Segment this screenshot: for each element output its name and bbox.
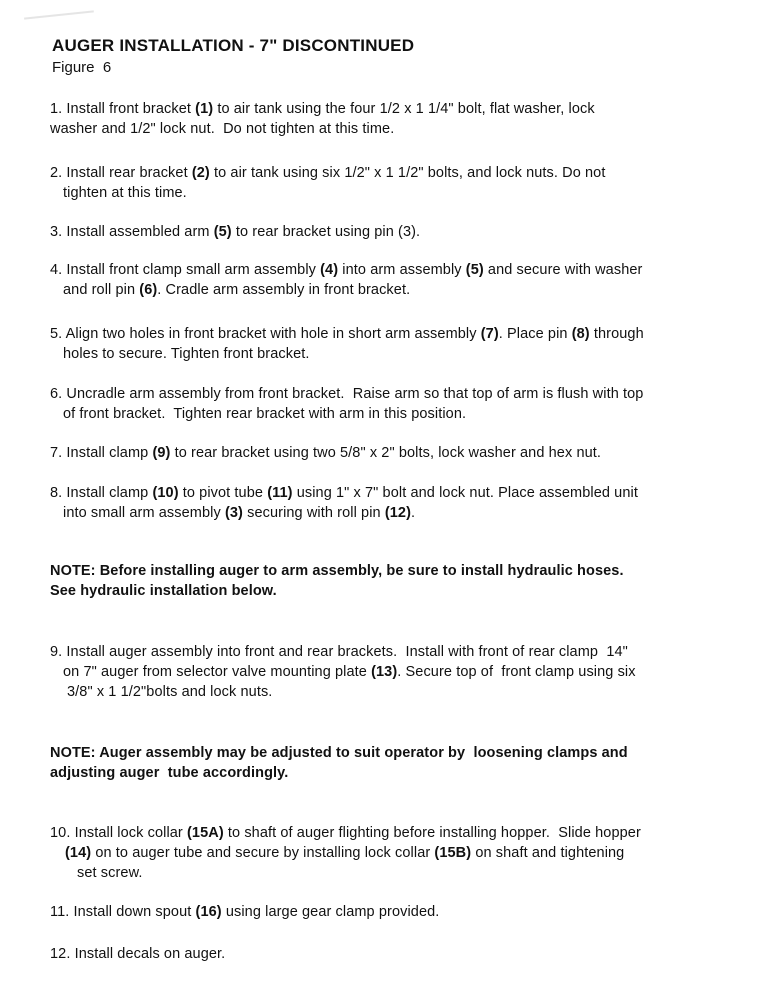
text-segment: washer and 1/2" lock nut. Do not tighten at this time. [50, 121, 395, 137]
text-segment: and secure with washer [483, 262, 643, 278]
text-segment: using large gear clamp provided. [221, 904, 440, 920]
figure-caption: Figure 6 [52, 59, 112, 76]
text-segment: securing with roll pin [242, 505, 385, 521]
instruction-step [50, 944, 756, 964]
text-line [50, 483, 756, 503]
text-line [50, 163, 756, 183]
text-line [50, 581, 756, 601]
part-number-reference: NOTE: Auger assembly may be adjusted to suit operator by loosening clamps and [50, 745, 628, 761]
text-segment: 10. Install lock collar [50, 825, 187, 841]
part-number-reference: (11) [267, 485, 293, 501]
part-number-reference: (6) [139, 282, 158, 298]
text-segment: 3/8" x 1 1/2"bolts and lock nuts. [67, 684, 273, 700]
text-segment: holes to secure. Tighten front bracket. [63, 346, 310, 362]
text-line [50, 183, 756, 203]
text-line [50, 902, 756, 922]
text-segment: 11. Install down spout [50, 904, 196, 920]
text-segment: on 7" auger from selector valve mounting plate [63, 664, 372, 680]
text-segment: to rear bracket using two 5/8" x 2" bolts, lock washer and hex nut. [170, 445, 602, 461]
text-segment: 2. Install rear bracket [50, 165, 192, 181]
note-paragraph [50, 743, 756, 783]
part-number-reference: (2) [191, 165, 210, 181]
part-number-reference: (1) [195, 101, 214, 117]
text-line [50, 763, 756, 783]
text-segment: using 1" x 7" bolt and lock nut. Place assembled unit [292, 485, 638, 501]
part-number-reference: (15B) [434, 845, 472, 861]
text-line [50, 503, 756, 523]
part-number-reference: (7) [480, 326, 499, 342]
text-segment: 4. Install front clamp small arm assembly [50, 262, 321, 278]
text-segment: on to auger tube and secure by installing lock collar [91, 845, 435, 861]
text-line [50, 863, 756, 883]
instruction-step [50, 260, 756, 300]
part-number-reference: (9) [152, 445, 171, 461]
text-line [50, 443, 756, 463]
text-segment: to shaft of auger flighting before installing hopper. Slide hopper [223, 825, 641, 841]
text-segment: 7. Install clamp [50, 445, 153, 461]
part-number-reference: (14) [65, 845, 92, 861]
instruction-step [50, 483, 756, 523]
scan-artifact-mark [24, 10, 94, 20]
text-segment: 6. Uncradle arm assembly from front bracket. Raise arm so that top of arm is flush with top [50, 386, 644, 402]
part-number-reference: (3) [224, 505, 243, 521]
text-segment: set screw. [77, 865, 143, 881]
text-segment: to pivot tube [178, 485, 268, 501]
text-segment: to air tank using six 1/2" x 1 1/2" bolts, and lock nuts. Do not [209, 165, 606, 181]
text-segment: . Secure top of front clamp using six [397, 664, 636, 680]
page-title: AUGER INSTALLATION - 7" DISCONTINUED [52, 36, 415, 55]
text-segment: into small arm assembly [63, 505, 225, 521]
text-line [50, 682, 756, 702]
part-number-reference: (16) [195, 904, 222, 920]
text-line [50, 404, 756, 424]
text-segment: 8. Install clamp [50, 485, 153, 501]
text-segment: of front bracket. Tighten rear bracket with arm in this position. [63, 406, 467, 422]
text-segment: on shaft and tightening [471, 845, 625, 861]
text-line [50, 344, 756, 364]
part-number-reference: NOTE: Before installing auger to arm assembly, be sure to install hydraulic hoses. [50, 563, 624, 579]
text-line [50, 384, 756, 404]
text-line [50, 944, 756, 964]
text-segment: . Place pin [498, 326, 572, 342]
text-line [50, 119, 756, 139]
instruction-step [50, 902, 756, 922]
text-line [50, 743, 756, 763]
text-line [50, 222, 756, 242]
note-paragraph [50, 561, 756, 601]
text-line [50, 260, 756, 280]
text-line [50, 843, 756, 863]
instruction-step [50, 443, 756, 463]
part-number-reference: adjusting auger tube accordingly. [50, 765, 289, 781]
part-number-reference: (4) [320, 262, 339, 278]
text-segment: through [589, 326, 644, 342]
text-line [50, 561, 756, 581]
instruction-step [50, 163, 756, 203]
text-segment: to air tank using the four 1/2 x 1 1/4" bolt, flat washer, lock [213, 101, 595, 117]
part-number-reference: (13) [371, 664, 398, 680]
text-segment: and roll pin [63, 282, 140, 298]
instruction-step [50, 823, 756, 883]
text-segment: tighten at this time. [63, 185, 187, 201]
part-number-reference: See hydraulic installation below. [50, 583, 277, 599]
part-number-reference: (5) [213, 224, 232, 240]
instruction-step [50, 384, 756, 424]
text-segment: 9. Install auger assembly into front and rear brackets. Install with front of rear clamp 14" [50, 644, 628, 660]
text-segment: 3. Install assembled arm [50, 224, 214, 240]
text-line [50, 662, 756, 682]
instruction-step [50, 642, 756, 702]
text-segment: . Cradle arm assembly in front bracket. [157, 282, 411, 298]
part-number-reference: (5) [465, 262, 484, 278]
instruction-step [50, 222, 756, 242]
part-number-reference: (15A) [187, 825, 224, 841]
part-number-reference: (8) [571, 326, 590, 342]
text-line [50, 324, 756, 344]
text-segment: 5. Align two holes in front bracket with hole in short arm assembly [50, 326, 481, 342]
text-line [50, 280, 756, 300]
text-segment: to rear bracket using pin (3). [231, 224, 421, 240]
text-segment: . [411, 505, 416, 521]
text-segment: into arm assembly [338, 262, 466, 278]
text-line [50, 642, 756, 662]
part-number-reference: (12) [384, 505, 411, 521]
instruction-step [50, 99, 756, 139]
text-segment: 1. Install front bracket [50, 101, 196, 117]
text-line [50, 99, 756, 119]
text-segment: 12. Install decals on auger. [50, 946, 226, 962]
part-number-reference: (10) [152, 485, 179, 501]
instruction-step [50, 324, 756, 364]
text-line [50, 823, 756, 843]
